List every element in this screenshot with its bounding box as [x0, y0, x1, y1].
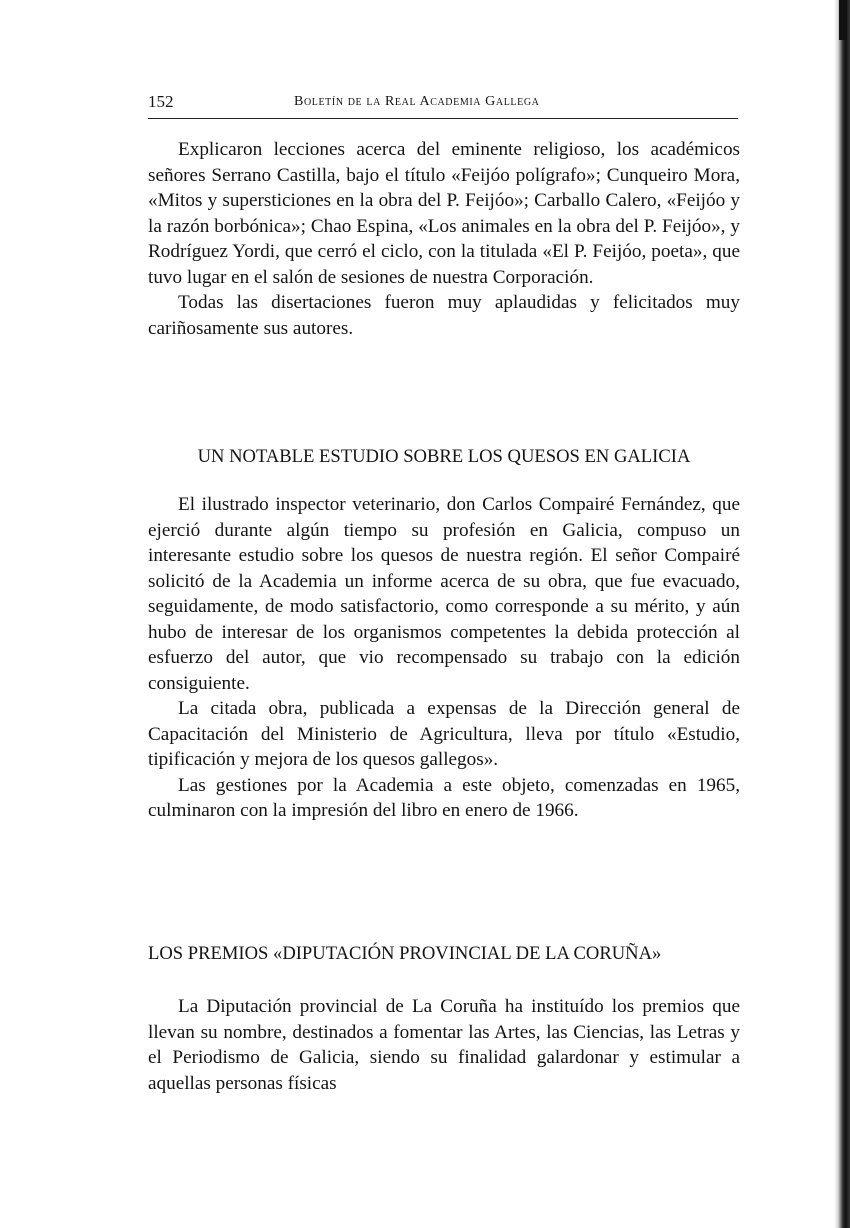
body-paragraph: El ilustrado inspector veterinario, don Carlos Compairé Fernández, que ejerció durante algún tiempo su profesión en Galicia, compuso un interesante estudio sobre los quesos de nuestra región. El señor Compairé solicitó de la Academia un informe acerca de su obra, que fue evacuado, seguidamente, de modo satisfactorio, como corresponde a su mérito, y aún hubo de interesar de los organismos competentes la debida protección al esfuerzo del autor, que vio recompensado su trabajo con la edición consiguiente.	[148, 494, 740, 694]
header-rule	[148, 118, 738, 119]
running-head	[148, 92, 738, 116]
section-title-quesos: UN NOTABLE ESTUDIO SOBRE LOS QUESOS EN GALICIA	[197, 446, 691, 467]
body-paragraph: La citada obra, publicada a expensas de la Dirección general de Capacitación del Ministerio de Agricultura, lleva por título «Estudio, tipificación y mejora de los quesos gallegos».	[148, 698, 740, 770]
page-number: 152	[148, 92, 174, 111]
intro-paragraph: Todas las disertaciones fueron muy aplaudidas y felicitados muy cariñosamente sus autores.	[148, 292, 740, 339]
body-paragraph: Las gestiones por la Academia a este objeto, comenzadas en 1965, culminaron con la impresión del libro en enero de 1966.	[148, 774, 740, 821]
section-title-premios: LOS PREMIOS «DIPUTACIÓN PROVINCIAL DE LA CORUÑA»	[148, 943, 662, 964]
scan-edge-mark	[839, 0, 847, 40]
journal-title: Boletín de la Real Academia Gallega	[294, 94, 540, 109]
scan-edge-shadow	[834, 0, 850, 1228]
intro-text	[148, 137, 740, 341]
section-body-premios	[148, 994, 740, 1096]
section-body-quesos	[148, 492, 740, 824]
body-paragraph: La Diputación provincial de La Coruña ha instituído los premios que llevan su nombre, destinados a fomentar las Artes, las Ciencias, las Letras y el Periodismo de Galicia, siendo su finalidad galardonar y estimular a aquellas personas físicas	[148, 996, 740, 1094]
intro-paragraph: Explicaron lecciones acerca del eminente religioso, los académicos señores Serrano Castilla, bajo el título «Feijóo polígrafo»; Cunqueiro Mora, «Mitos y supersticiones en la obra del P. Feijóo»; Carballo Calero, «Feijóo y la razón borbónica»; Chao Espina, «Los animales en la obra del P. Feijóo», y Rodríguez Yordi, que cerró el ciclo, con la titulada «El P. Feijóo, poeta», que tuvo lugar en el salón de sesiones de nuestra Corporación.	[148, 139, 740, 288]
